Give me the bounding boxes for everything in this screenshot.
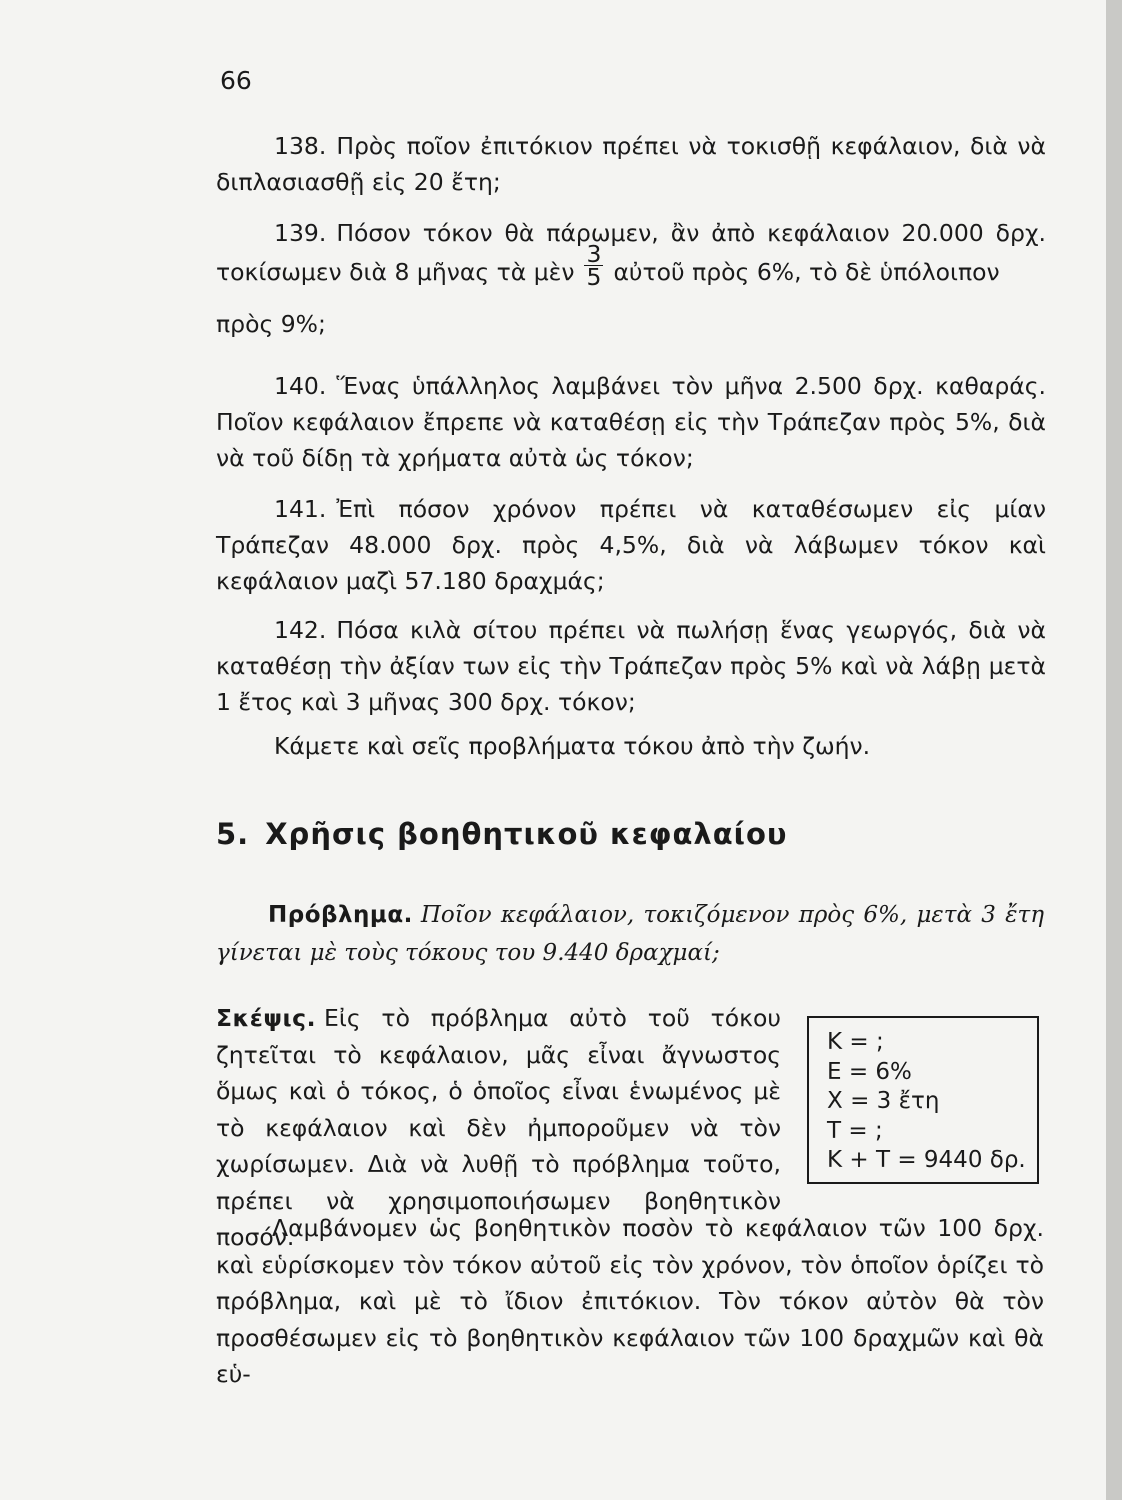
page-edge	[1106, 0, 1122, 1500]
fraction	[584, 240, 603, 291]
exercise-number: 142.	[274, 616, 327, 644]
thinking-text: Εἰς τὸ πρόβλημα αὐτὸ τοῦ τόκου ζητεῖται τὸ κεφάλαιον, μᾶς εἶναι ἄγνωστος ὅμως καὶ ὁ τόκος, ὁ ὁποῖος εἶναι ἑνωμένος μὲ τὸ κεφάλαιον καὶ δὲν ἠμποροῦμεν νὰ τὸν χωρίσωμεν. Διὰ νὰ λυθῇ τὸ πρόβλημα τοῦτο, πρέπει νὰ χρησιμοποιήσωμεν βοηθητικὸν ποσόν.	[216, 1004, 781, 1251]
exercise-number: 138.	[274, 132, 327, 160]
fraction-numerator: 3	[586, 240, 602, 268]
problem-statement	[216, 896, 1044, 972]
thinking-label: Σκέψις.	[216, 1004, 317, 1032]
given-interest: Τ = ;	[827, 1117, 883, 1144]
exercise-number: 139.	[274, 219, 327, 247]
exercise-text: αὐτοῦ πρὸς 6%, τὸ δὲ ὑπόλοιπον	[613, 258, 1000, 286]
given-rate: Ε = 6%	[827, 1058, 912, 1085]
fraction-denominator: 5	[586, 263, 602, 291]
exercise-142	[216, 612, 1046, 720]
exercise-138	[216, 128, 1046, 200]
exercise-139	[216, 215, 1046, 342]
exercise-number: 141.	[274, 495, 327, 523]
exercise-text: Πόσον τόκον θὰ πάρωμεν, ἂν ἀπὸ κεφάλαιον 20.000 δρχ. τοκίσωμεν διὰ 8 μῆνας τὰ μὲν	[216, 219, 1046, 286]
exercise-141	[216, 491, 1046, 599]
explanation-paragraph: Λαμβάνομεν ὡς βοηθητικὸν ποσὸν τὸ κεφάλαιον τῶν 100 δρχ. καὶ εὑρίσκομεν τὸν τόκον αὐτοῦ εἰς τὸν χρόνον, τὸν ὁποῖον ὁρίζει τὸ πρόβλημα, καὶ μὲ τὸ ἴδιον ἐπιτόκιον. Τὸν τόκον αὐτὸν θὰ τὸν προσθέσωμεν εἰς τὸ βοηθητικὸν κεφάλαιον τῶν 100 δραχμῶν καὶ θὰ εὑ-	[216, 1214, 1044, 1388]
given-data-box	[807, 1016, 1039, 1184]
closing-line: Κάμετε καὶ σεῖς προβλήματα τόκου ἀπὸ τὴν ζωήν.	[274, 732, 871, 760]
section-number: 5.	[216, 817, 250, 851]
exercise-text: Πρὸς ποῖον ἐπιτόκιον πρέπει νὰ τοκισθῇ κεφάλαιον, διὰ νὰ διπλασιασθῇ εἰς 20 ἔτη;	[216, 132, 1046, 196]
exercise-140	[216, 368, 1046, 476]
exercise-text: Ἐπὶ πόσον χρόνον πρέπει νὰ καταθέσωμεν εἰς μίαν Τράπεζαν 48.000 δρχ. πρὸς 4,5%, διὰ νὰ λάβωμεν τόκον καὶ κεφάλαιον μαζὶ 57.180 δραχμάς;	[216, 495, 1046, 595]
given-capital: Κ = ;	[827, 1029, 884, 1055]
given-time: Χ = 3 ἔτη	[827, 1088, 940, 1114]
given-total: Κ + Τ = 9440 δρ.	[827, 1147, 1026, 1173]
exercise-text: Ἕνας ὑπάλληλος λαμβάνει τὸν μῆνα 2.500 δρχ. καθαράς. Ποῖον κεφάλαιον ἔπρεπε νὰ καταθέσῃ εἰς τὴν Τράπεζαν πρὸς 5%, διὰ νὰ τοῦ δίδῃ τὰ χρήματα αὐτὰ ὡς τόκον;	[216, 372, 1046, 472]
problem-label: Πρόβλημα.	[268, 902, 413, 928]
exercise-text-continued: πρὸς 9%;	[216, 310, 326, 338]
problem-text: Ποῖον κεφάλαιον, τοκιζόμενον πρὸς 6%, μετὰ 3 ἔτη γίνεται μὲ τοὺς τόκους του 9.440 δραχμαί;	[216, 902, 1044, 966]
page-number: 66	[220, 66, 252, 95]
exercise-text: Πόσα κιλὰ σίτου πρέπει νὰ πωλήσῃ ἕνας γεωργός, διὰ νὰ καταθέσῃ τὴν ἀξίαν των εἰς τὴν Τράπεζαν πρὸς 5% καὶ νὰ λάβῃ μετὰ 1 ἔτος καὶ 3 μῆνας 300 δρχ. τόκον;	[216, 616, 1046, 716]
section-title: Χρῆσις βοηθητικοῦ κεφαλαίου	[265, 817, 788, 851]
exercise-number: 140.	[274, 372, 327, 400]
section-heading	[216, 817, 787, 851]
